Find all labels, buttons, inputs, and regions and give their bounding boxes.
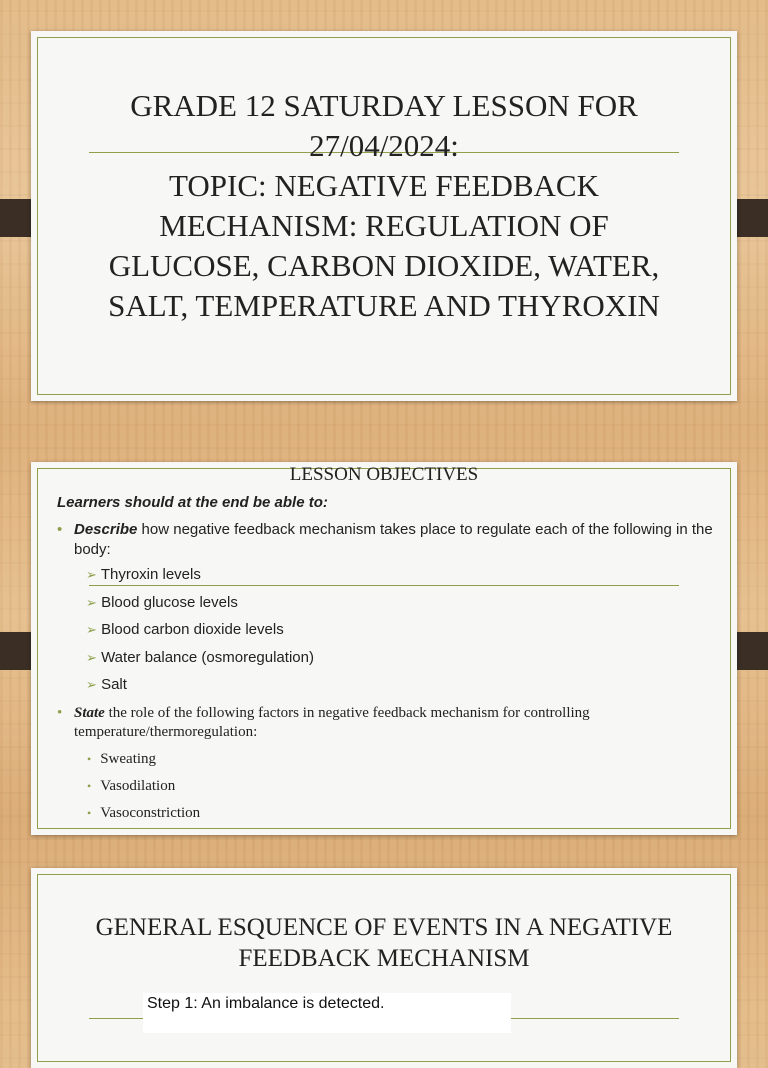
bullet-icon: • [57,521,63,538]
arrow-icon: ➢ [86,650,97,665]
list-item: • Sweating [87,751,157,767]
state-text: the role of the following factors in negative feedback mechanism for controlling temperature/thermoregulation: [74,705,590,740]
title-line: FEEDBACK MECHANISM [238,945,530,972]
list-item: • Vasoconstriction [87,805,201,821]
list-item: ➢ Water balance (osmoregulation) [86,649,314,666]
step-1-text: Step 1: An imbalance is detected. [147,995,385,1012]
title-line: 27/04/2024: [309,128,459,163]
arrow-icon: ➢ [86,595,97,610]
state-keyword: State [74,705,105,721]
objectives-slide [31,462,737,835]
content-divider [89,585,679,586]
arrow-icon: ➢ [86,622,97,637]
list-item: ➢ Blood glucose levels [86,594,238,611]
title-line: MECHANISM: REGULATION OF [159,208,609,243]
list-item: ➢ Salt [86,676,127,693]
arrow-icon: ➢ [86,677,97,692]
slide-title [61,912,707,974]
sequence-slide [31,868,737,1068]
title-line: GENERAL ESQUENCE OF EVENTS IN A NEGATIVE [95,914,673,941]
state-bullet [57,704,727,742]
objectives-heading: LESSON OBJECTIVES [289,464,479,485]
arrow-icon: ➢ [86,567,97,582]
step-box [143,993,511,1033]
list-item: ➢ Blood carbon dioxide levels [86,621,284,638]
title-slide [31,31,737,401]
list-item: • Vasodilation [87,778,176,794]
list-item: ➢ Thyroxin levels [86,566,201,583]
bullet-icon: • [87,752,92,766]
objectives-lead: Learners should at the end be able to: [57,494,328,511]
slide-title [71,86,697,326]
describe-bullet [57,520,727,560]
describe-text: how negative feedback mechanism takes place to regulate each of the following in the body: [74,521,713,558]
title-line: TOPIC: NEGATIVE FEEDBACK [169,168,599,203]
bullet-icon: • [87,779,92,793]
bullet-icon: • [87,806,92,820]
title-line: GLUCOSE, CARBON DIOXIDE, WATER, [108,248,660,283]
title-line: SALT, TEMPERATURE AND THYROXIN [108,288,660,323]
describe-keyword: Describe [74,521,138,538]
title-line: GRADE 12 SATURDAY LESSON FOR [130,88,638,123]
bullet-icon: • [57,705,63,721]
